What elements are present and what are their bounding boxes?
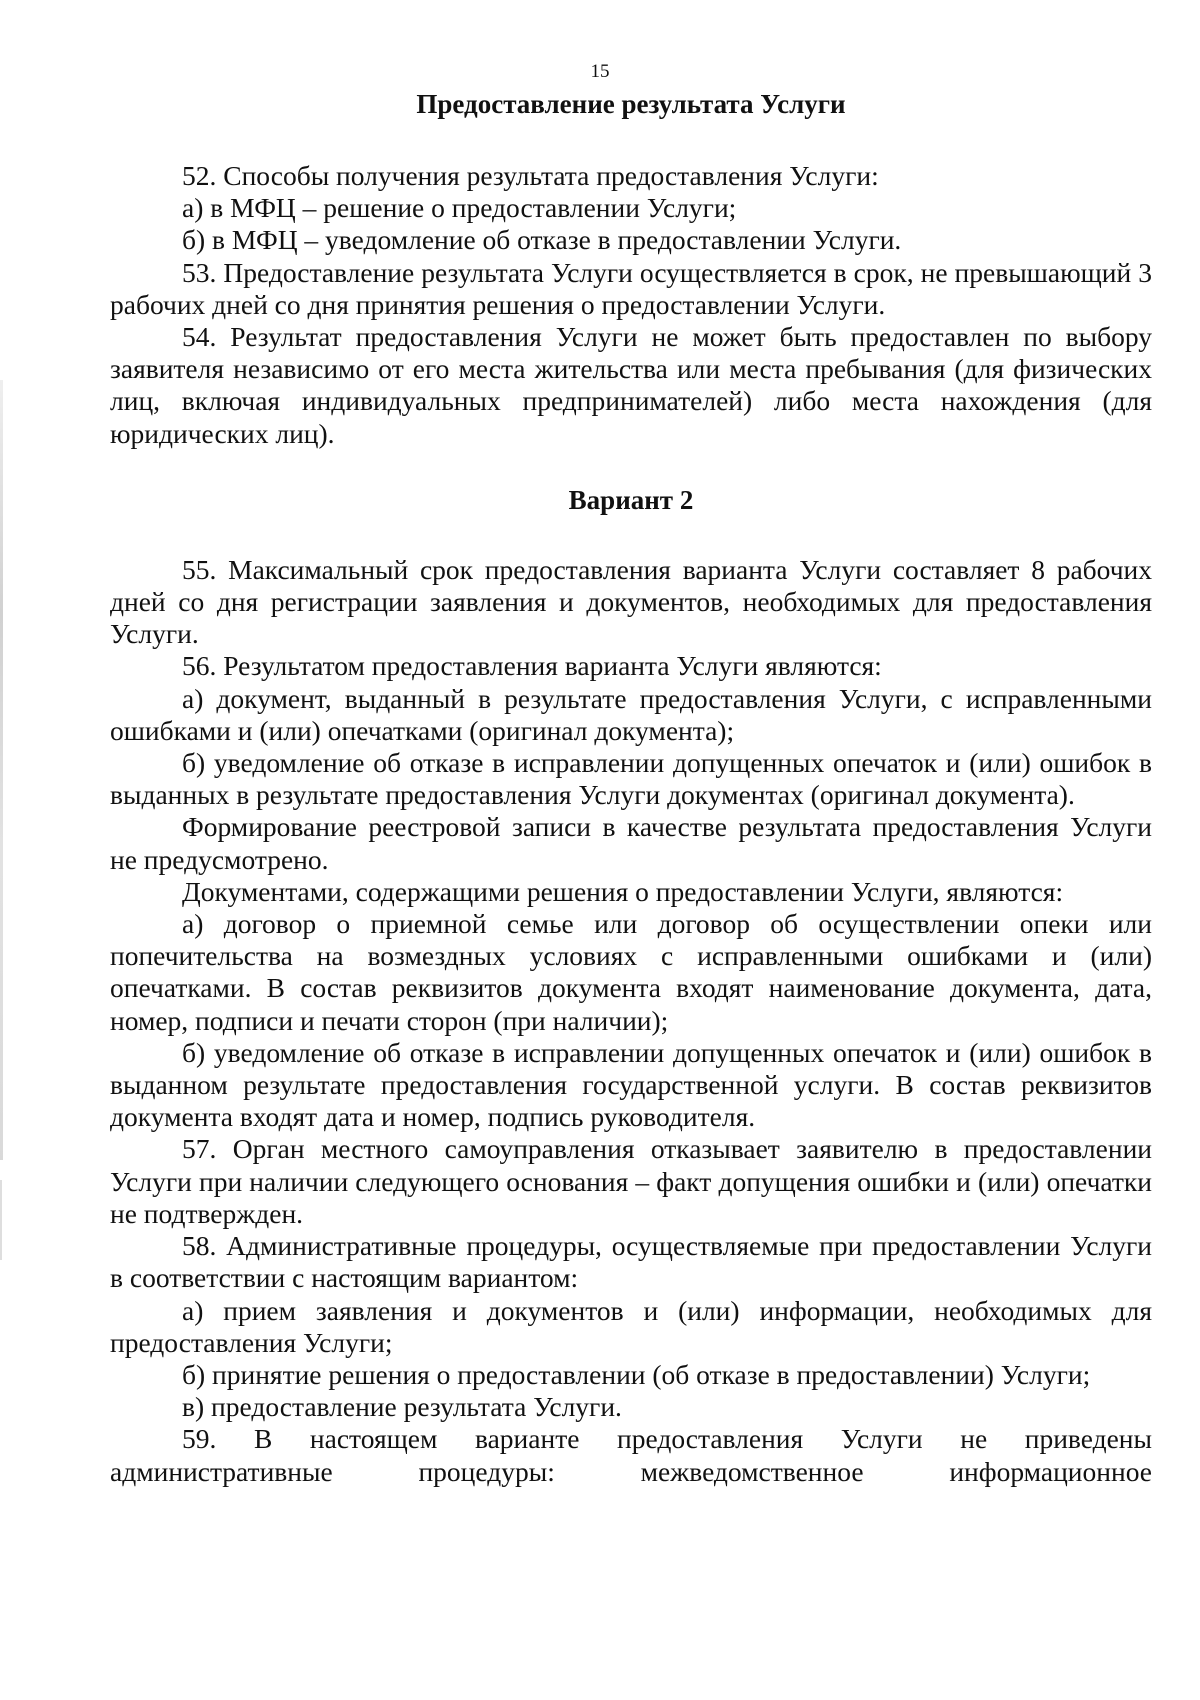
paragraph-53: 53. Предоставление результата Услуги осуществляется в срок, не превышающий 3 рабочих дней со дня принятия решения о предоставлении Услуги.	[110, 256, 1152, 320]
paragraph-52: 52. Способы получения результата предоставления Услуги:	[182, 160, 879, 191]
paragraph-58c: в) предоставление результата Услуги.	[182, 1391, 622, 1423]
scan-edge-artifact	[0, 380, 3, 1160]
paragraph-59: 59. В настоящем варианте предоставления Услуги не приведены административные процедуры: межведомственное информационное	[110, 1423, 1152, 1487]
paragraph-58: 58. Административные процедуры, осуществляемые при предоставлении Услуги в соответствии с настоящим вариантом:	[110, 1230, 1152, 1294]
page-number: 15	[590, 61, 610, 82]
document-body	[110, 88, 1152, 1488]
section-title: Предоставление результата Услуги	[416, 89, 846, 119]
paragraph-registry-record: Формирование реестровой записи в качестве результата предоставления Услуги не предусмотрено.	[110, 811, 1152, 875]
paragraph-decision-documents-a: а) договор о приемной семье или договор об осуществлении опеки или попечительства на возмездных условиях с исправленными ошибками и (или) опечатками. В состав реквизитов документа входят наименование документа, дата, номер, подписи и печати сторон (при наличии);	[110, 908, 1152, 1036]
paragraph-56a: а) документ, выданный в результате предоставления Услуги, с исправленными ошибками и (или) опечатками (оригинал документа);	[110, 682, 1152, 746]
paragraph-decision-documents: Документами, содержащими решения о предоставлении Услуги, являются:	[182, 875, 1064, 907]
paragraph-52b: б) в МФЦ – уведомление об отказе в предоставлении Услуги.	[182, 224, 902, 256]
paragraph-decision-documents-b: б) уведомление об отказе в исправлении допущенных опечаток и (или) ошибок в выданном результате предоставления государственной услуги. В состав реквизитов документа входят дата и номер, подпись руководителя.	[110, 1036, 1152, 1133]
paragraph-52a: а) в МФЦ – решение о предоставлении Услуги;	[182, 192, 737, 224]
paragraph-57: 57. Орган местного самоуправления отказывает заявителю в предоставлении Услуги при наличии следующего основания – факт допущения ошибки и (или) опечатки не подтвержден.	[110, 1133, 1152, 1229]
variant-title: Вариант 2	[568, 484, 694, 515]
paragraph-56b: б) уведомление об отказе в исправлении допущенных опечаток и (или) ошибок в выданных в результате предоставления Услуги документах (оригинал документа).	[110, 747, 1152, 811]
paragraph-56: 56. Результатом предоставления варианта Услуги являются:	[182, 650, 882, 682]
paragraph-58b: б) принятие решения о предоставлении (об отказе в предоставлении) Услуги;	[182, 1358, 1091, 1390]
scan-edge-artifact-lower	[0, 1180, 2, 1260]
paragraph-55: 55. Максимальный срок предоставления варианта Услуги составляет 8 рабочих дней со дня регистрации заявления и документов, необходимых для предоставления Услуги.	[110, 553, 1152, 650]
paragraph-58a: а) прием заявления и документов и (или) информации, необходимых для предоставления Услуги;	[110, 1294, 1152, 1358]
paragraph-54: 54. Результат предоставления Услуги не может быть предоставлен по выбору заявителя независимо от его места жительства или места пребывания (для физических лиц, включая индивидуальных предпринимателей) либо места нахождения (для юридических лиц).	[110, 321, 1152, 449]
